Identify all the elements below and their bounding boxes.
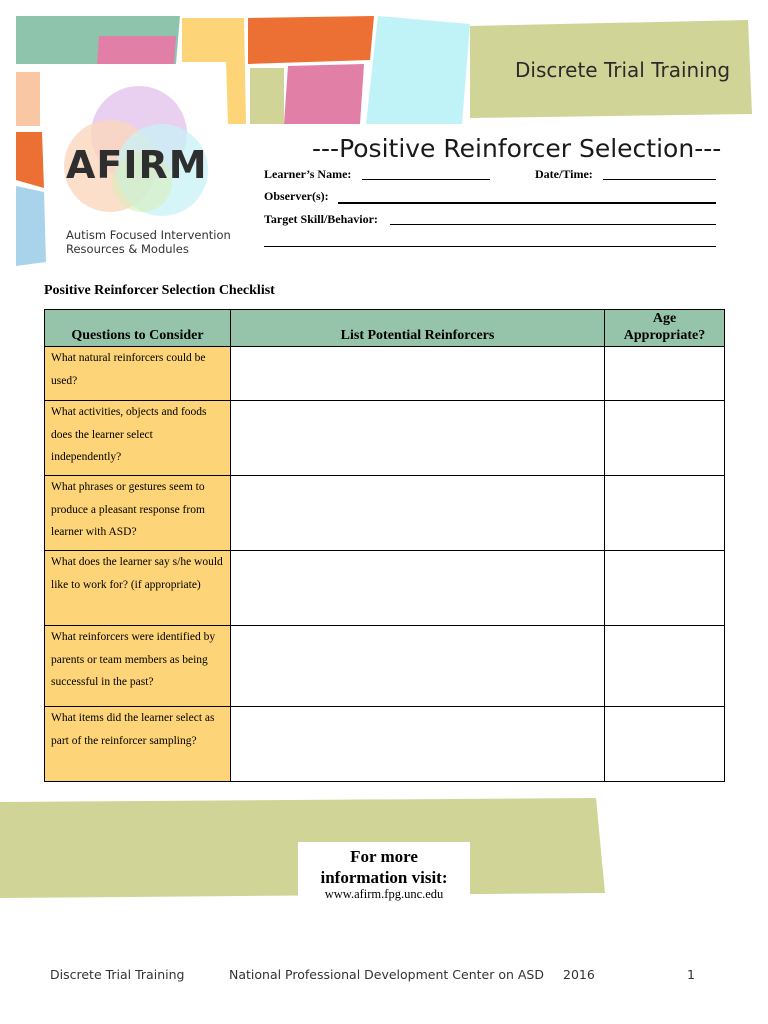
banner-title: Discrete Trial Training bbox=[515, 58, 731, 82]
footer-year: 2016 bbox=[563, 967, 595, 982]
table-row bbox=[45, 347, 725, 401]
age-appropriate-cell[interactable] bbox=[605, 347, 725, 401]
afirm-website-link[interactable]: www.afirm.fpg.unc.edu bbox=[324, 887, 444, 901]
mosaic-cyan-block bbox=[366, 16, 470, 124]
observers-label: Observer(s): bbox=[264, 189, 329, 203]
age-appropriate-cell[interactable] bbox=[605, 626, 725, 707]
info-heading bbox=[298, 846, 470, 888]
question-cell: What activities, objects and foods does the learner select independently? bbox=[45, 401, 231, 476]
header-questions: Questions to Consider bbox=[45, 310, 231, 347]
info-line-1: For more bbox=[350, 847, 418, 866]
observers-line[interactable] bbox=[338, 202, 716, 204]
question-cell: What does the learner say s/he would like to work for? (if appropriate) bbox=[45, 551, 231, 626]
question-cell: What items did the learner select as part of the reinforcer sampling? bbox=[45, 707, 231, 782]
footer-center-name: National Professional Development Center on ASD bbox=[229, 967, 544, 982]
learner-name-label: Learner’s Name: bbox=[264, 167, 352, 181]
header-reinforcers: List Potential Reinforcers bbox=[231, 310, 605, 347]
mosaic-peach-block bbox=[16, 72, 40, 126]
footer-page-number: 1 bbox=[687, 967, 695, 982]
target-skill-label: Target Skill/Behavior: bbox=[264, 212, 378, 226]
question-cell: What natural reinforcers could be used? bbox=[45, 347, 231, 401]
mosaic-olive-block-small bbox=[250, 68, 284, 124]
reinforcer-entry-cell[interactable] bbox=[231, 401, 605, 476]
reinforcer-checklist-table bbox=[44, 309, 725, 782]
header-age-appropriate: Age Appropriate? bbox=[605, 310, 725, 347]
target-skill-line-2[interactable] bbox=[264, 246, 716, 247]
reinforcer-entry-cell[interactable] bbox=[231, 347, 605, 401]
afirm-logo-wordmark: AFIRM bbox=[66, 143, 208, 187]
table-row bbox=[45, 707, 725, 782]
mosaic-orange-left bbox=[16, 132, 44, 188]
mosaic-yellow-block bbox=[182, 18, 246, 124]
date-time-line[interactable] bbox=[603, 179, 716, 180]
mosaic-pink-block-large bbox=[284, 64, 364, 124]
footer-module-name: Discrete Trial Training bbox=[50, 967, 185, 982]
form-title: ---Positive Reinforcer Selection--- bbox=[312, 134, 722, 163]
age-appropriate-cell[interactable] bbox=[605, 551, 725, 626]
table-row bbox=[45, 476, 725, 551]
date-time-label: Date/Time: bbox=[535, 167, 593, 181]
reinforcer-entry-cell[interactable] bbox=[231, 476, 605, 551]
table-row bbox=[45, 401, 725, 476]
reinforcer-entry-cell[interactable] bbox=[231, 626, 605, 707]
table-row bbox=[45, 551, 725, 626]
question-cell: What phrases or gestures seem to produce a pleasant response from learner with ASD? bbox=[45, 476, 231, 551]
age-appropriate-cell[interactable] bbox=[605, 401, 725, 476]
target-skill-line[interactable] bbox=[390, 224, 716, 225]
checklist-title: Positive Reinforcer Selection Checklist bbox=[44, 283, 275, 298]
question-cell: What reinforcers were identified by parents or team members as being successful in the past? bbox=[45, 626, 231, 707]
table-row bbox=[45, 626, 725, 707]
afirm-subtitle-line1: Autism Focused Intervention bbox=[66, 228, 231, 242]
table-header-row bbox=[45, 310, 725, 347]
reinforcer-entry-cell[interactable] bbox=[231, 551, 605, 626]
info-line-2: information visit: bbox=[320, 868, 448, 887]
reinforcer-entry-cell[interactable] bbox=[231, 707, 605, 782]
afirm-subtitle-line2: Resources & Modules bbox=[66, 242, 189, 256]
mosaic-blue-left bbox=[16, 186, 46, 266]
afirm-logo-subtitle bbox=[66, 228, 231, 256]
mosaic-orange-block bbox=[248, 16, 374, 64]
learner-name-line[interactable] bbox=[362, 179, 490, 180]
age-appropriate-cell[interactable] bbox=[605, 707, 725, 782]
mosaic-pink-block bbox=[97, 36, 176, 64]
age-appropriate-cell[interactable] bbox=[605, 476, 725, 551]
